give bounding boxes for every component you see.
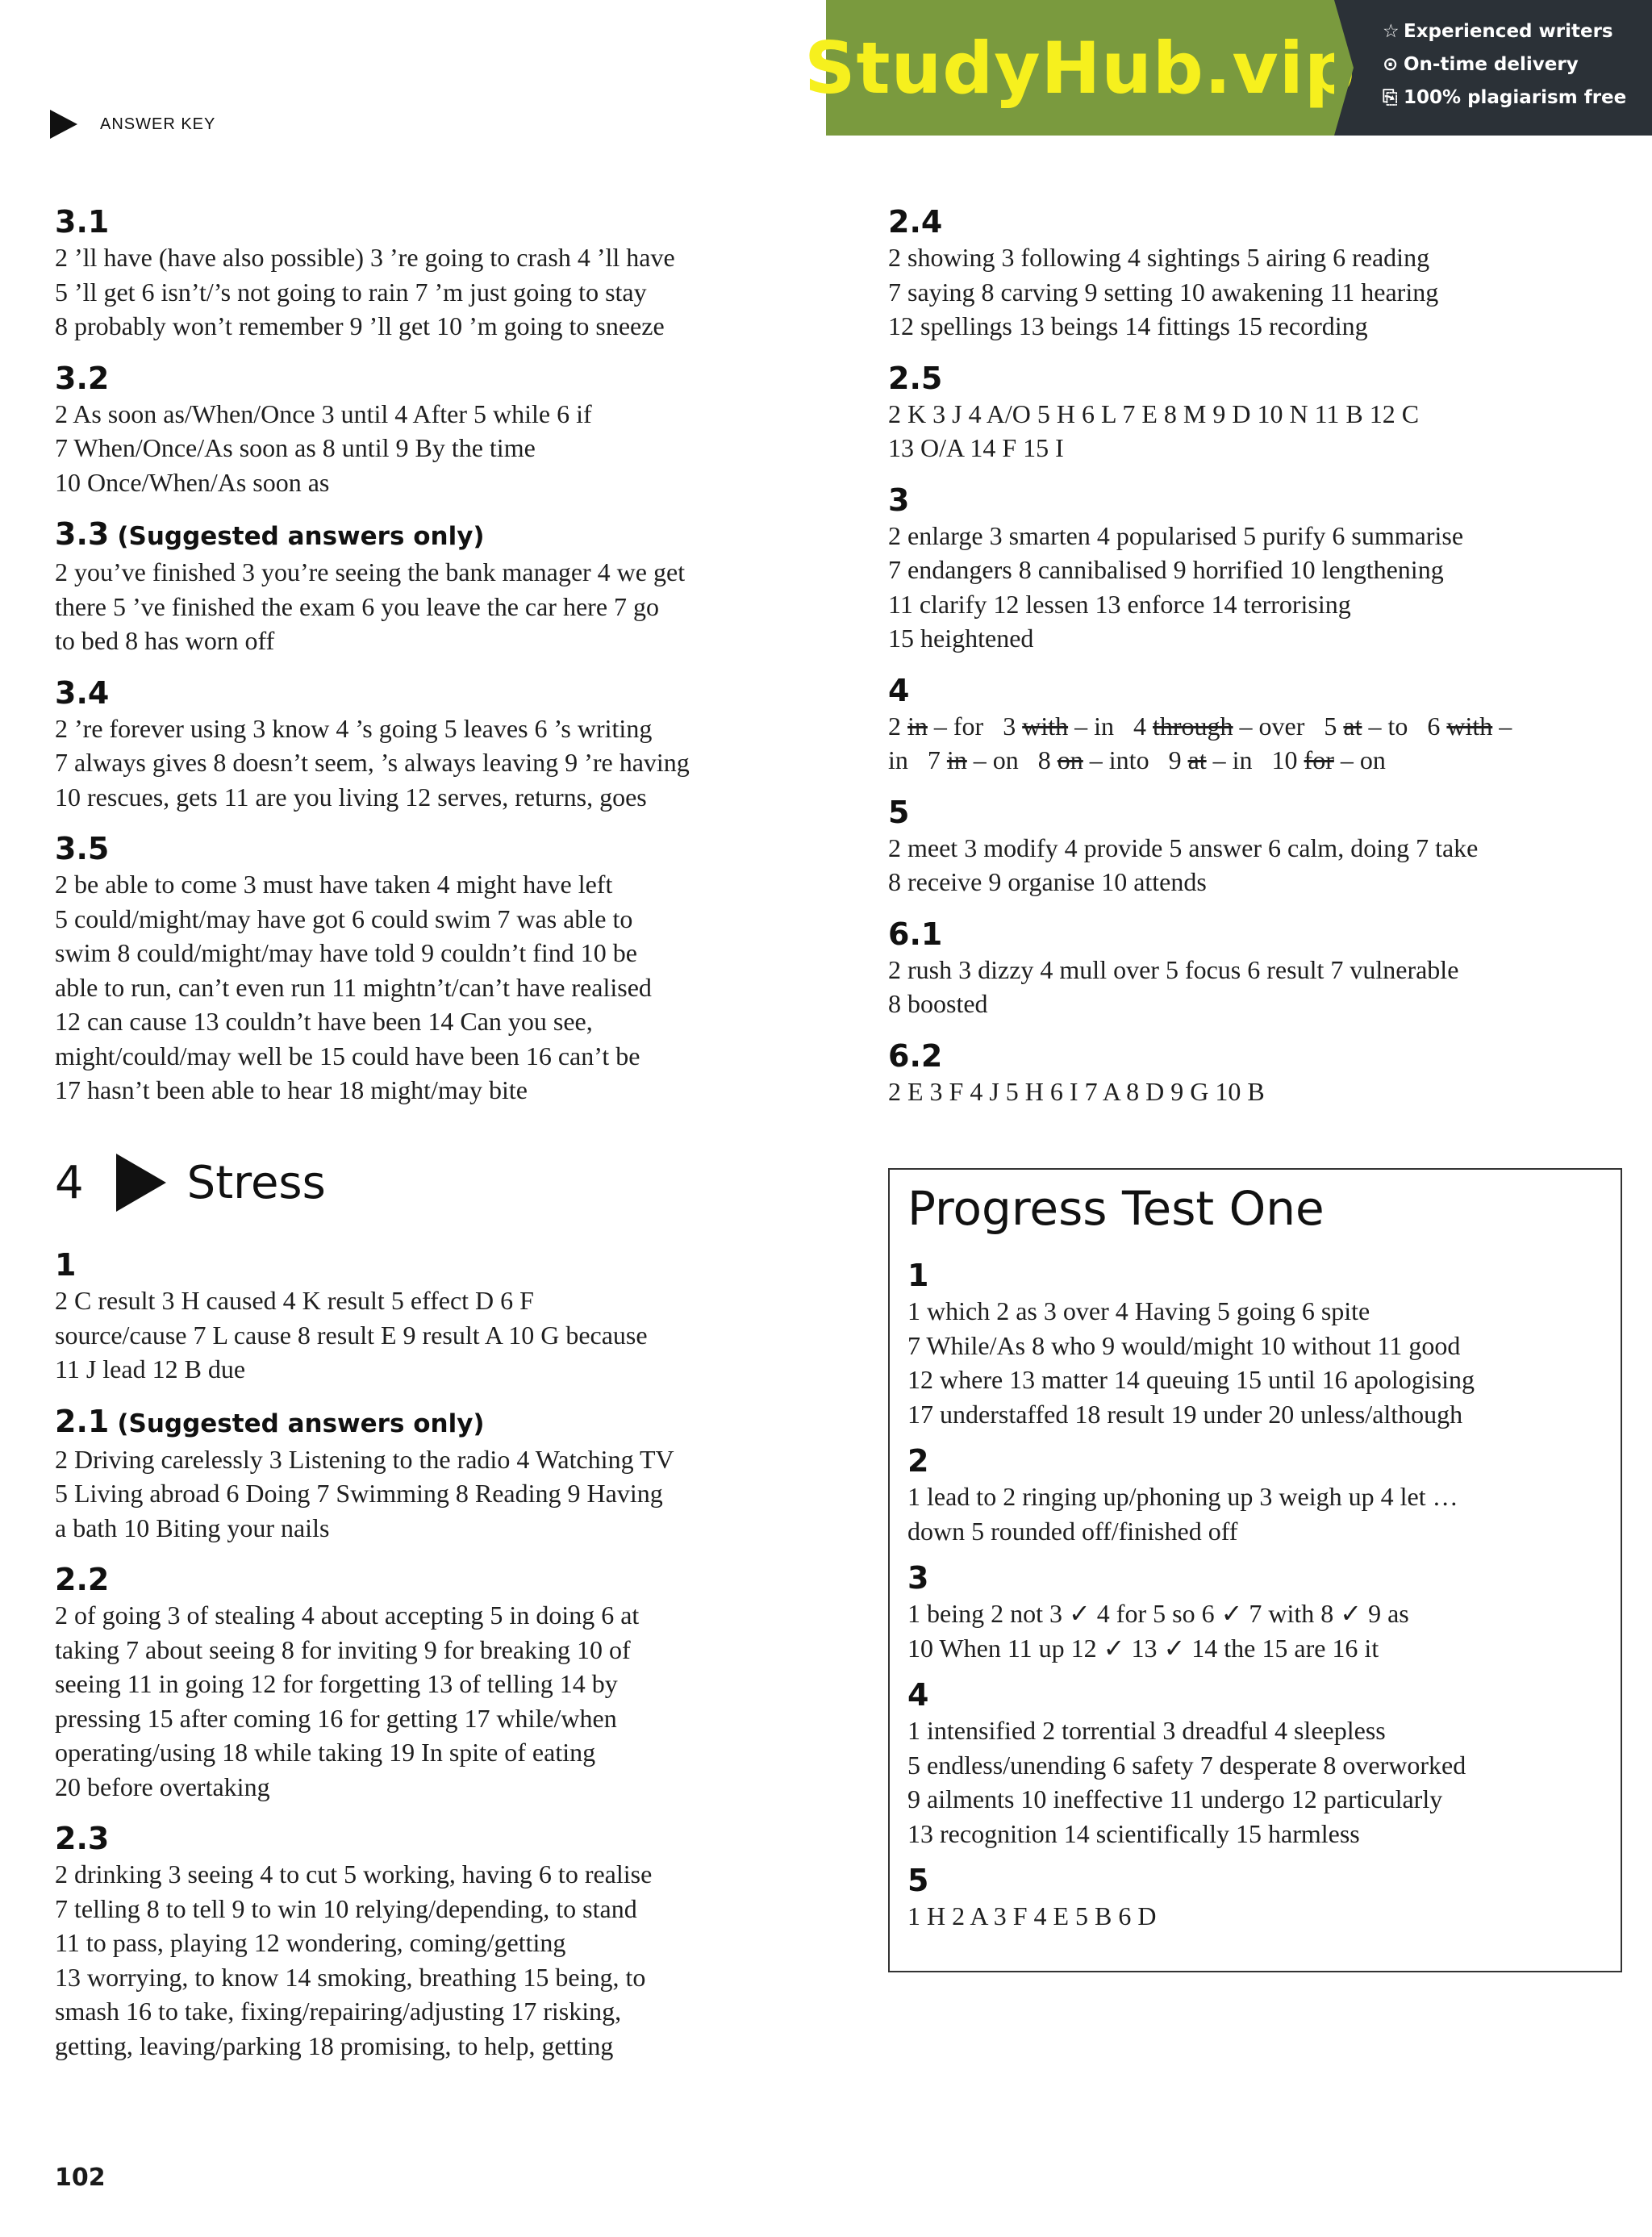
answer-line: 11 clarify 12 lessen 13 enforce 14 terrorising [888,589,1351,619]
section-6-2 [888,1037,1652,1109]
answer-line: operating/using 18 while taking 19 In spite of eating [55,1738,596,1767]
answer-line: 1 intensified 2 torrential 3 dreadful 4 sleepless [907,1716,1386,1745]
right-column [888,203,1652,1125]
answer-line: 2 K 3 J 4 A/O 5 H 6 L 7 E 8 M 9 D 10 N 11 B 12 C [888,399,1420,428]
answer-line: 5 Living abroad 6 Doing 7 Swimming 8 Reading 9 Having [55,1479,663,1508]
answer-line: in 7 in – on 8 on – into 9 at – in 10 for – on [888,745,1386,774]
answer-line: 2 Driving carelessly 3 Listening to the radio 4 Watching TV [55,1444,674,1474]
section-5 [888,794,1652,899]
progress-test-title: Progress Test One [907,1181,1325,1236]
answer-line: 2 ’ll have (have also possible) 3 ’re going to crash 4 ’ll have [55,243,675,272]
studyhub-banner[interactable] [804,0,1652,136]
progress-section-3 [907,1559,1604,1665]
section-3-2 [55,360,829,500]
answer-line: 2 C result 3 H caused 4 K result 5 effect D 6 F [55,1286,534,1315]
answer-line: 7 telling 8 to tell 9 to win 10 relying/depending, to stand [55,1893,637,1923]
answer-line: 10 When 11 up 12 ✓ 13 ✓ 14 the 15 are 16 it [907,1633,1379,1663]
answer-line: 8 receive 9 organise 10 attends [888,867,1207,896]
answer-line: might/could/may well be 15 could have been 16 can’t be [55,1041,640,1071]
answer-line: down 5 rounded off/finished off [907,1516,1238,1546]
chapter-number: 4 [55,1156,84,1209]
answer-line: 15 heightened [888,624,1034,653]
section-3 [888,482,1652,656]
answer-line: a bath 10 Biting your nails [55,1513,330,1542]
section-3-5 [55,830,829,1108]
running-header [50,110,215,139]
section-heading: 3 [907,1560,929,1596]
answer-line: 2 of going 3 of stealing 4 about accepting 5 in doing 6 at [55,1601,640,1630]
answer-line: 5 ’ll get 6 isn’t/’s not going to rain 7 ’m just going to stay [55,277,647,307]
section-3-1 [55,203,829,344]
answer-line: 12 where 13 matter 14 queuing 15 until 16 apologising [907,1365,1475,1394]
answer-line: 12 can cause 13 couldn’t have been 14 Can you see, [55,1007,593,1036]
section-heading: 1 [907,1258,929,1293]
answer-line: 11 to pass, playing 12 wondering, coming/getting [55,1928,566,1957]
struck-word: for [1304,745,1334,774]
section-heading: 4 [907,1677,929,1713]
answer-line: 12 spellings 13 beings 14 fittings 15 recording [888,311,1368,340]
answer-line: 5 endless/unending 6 safety 7 desperate 8 overworked [907,1750,1466,1780]
answer-line: 2 in – for 3 with – in 4 through – over 5 at – to 6 with – [888,711,1512,741]
section-heading: 3.4 [55,674,110,711]
answer-line: 20 before overtaking [55,1772,270,1801]
section-6-1 [888,916,1652,1021]
answer-line: 1 being 2 not 3 ✓ 4 for 5 so 6 ✓ 7 with 8 ✓ 9 as [907,1599,1409,1628]
feature-delivery: ⊙ On-time delivery [1383,54,1579,75]
answer-line: 2 meet 3 modify 4 provide 5 answer 6 calm, doing 7 take [888,833,1479,862]
struck-word: in [946,745,967,774]
progress-test-box [888,1168,1622,1972]
section-heading: 2.5 [888,360,943,396]
section-heading: 2.4 [888,204,943,240]
answer-line: 7 always gives 8 doesn’t seem, ’s always leaving 9 ’re having [55,748,690,777]
answer-line: to bed 8 has worn off [55,626,275,655]
answer-line: 2 enlarge 3 smarten 4 popularised 5 purify 6 summarise [888,520,1464,550]
section-3-3 [55,515,829,658]
answer-line: 17 hasn’t been able to hear 18 might/may bite [55,1075,528,1104]
struck-word: in [907,711,928,741]
struck-word: on [1057,745,1083,774]
copy-icon: ⎘ [1383,87,1398,108]
triangle-icon [50,110,77,139]
section-4 [888,672,1652,778]
answer-line: 2 As soon as/When/Once 3 until 4 After 5 while 6 if [55,399,592,428]
answer-line: 1 which 2 as 3 over 4 Having 5 going 6 spite [907,1296,1370,1325]
answer-line: able to run, can’t even run 11 mightn’t/can’t have realised [55,972,652,1002]
section-heading: 2.2 [55,1562,110,1597]
section-heading: 5 [888,794,910,830]
section-note: (Suggested answers only) [117,522,485,551]
section-1 [55,1246,829,1387]
section-2-4 [888,203,1652,344]
answer-line: 1 lead to 2 ringing up/phoning up 3 weigh up 4 let … [907,1482,1458,1511]
section-heading: 2.1 (Suggested answers only) [55,1403,485,1439]
section-heading: 1 [55,1247,77,1283]
studyhub-logo[interactable] [804,0,1356,136]
left-column-lower [55,1246,829,2079]
answer-line: there 5 ’ve finished the exam 6 you leave the car here 7 go [55,591,660,621]
section-heading: 4 [888,672,910,708]
progress-section-1 [907,1257,1604,1431]
answer-line: seeing 11 in going 12 for forgetting 13 of telling 14 by [55,1669,618,1698]
feature-plagiarism: ⎘ 100% plagiarism free [1383,87,1627,108]
answer-line: 17 understaffed 18 result 19 under 20 unless/although [907,1399,1463,1429]
section-heading: 3.5 [55,831,110,866]
answer-line: 1 H 2 A 3 F 4 E 5 B 6 D [907,1901,1157,1930]
answer-line: smash 16 to take, fixing/repairing/adjusting 17 risking, [55,1997,622,2026]
section-heading: 3 [888,482,910,518]
left-column [55,203,829,1124]
answer-line: 2 you’ve finished 3 you’re seeing the bank manager 4 we get [55,557,686,586]
section-heading: 6.2 [888,1037,943,1074]
progress-section-2 [907,1442,1604,1548]
logo-text: StudyHub.vip [804,26,1356,110]
progress-section-5 [907,1862,1604,1934]
section-heading: 3.3 (Suggested answers only) [55,516,485,552]
section-heading: 5 [907,1863,929,1898]
answer-line: 2 E 3 F 4 J 5 H 6 I 7 A 8 D 9 G 10 B [888,1076,1265,1106]
clock-icon: ⊙ [1383,54,1399,75]
answer-line: 5 could/might/may have got 6 could swim 7 was able to [55,904,633,933]
answer-line: 7 saying 8 carving 9 setting 10 awakening 11 hearing [888,277,1439,307]
section-2-2 [55,1561,829,1804]
answer-line: 2 showing 3 following 4 sightings 5 airing 6 reading [888,243,1430,272]
struck-word: at [1343,711,1362,741]
answer-line: pressing 15 after coming 16 for getting 17 while/when [55,1703,617,1733]
answer-line: 2 drinking 3 seeing 4 to cut 5 working, having 6 to realise [55,1859,653,1889]
section-heading: 3.1 [55,204,110,240]
section-2-1 [55,1403,829,1546]
section-heading: 3.2 [55,360,110,396]
answer-line: 7 When/Once/As soon as 8 until 9 By the time [55,433,536,462]
section-heading: 2.3 [55,1821,110,1856]
answer-line: 8 boosted [888,989,988,1018]
section-2-3 [55,1820,829,2063]
section-heading: 2 [907,1443,929,1479]
header-label: ANSWER KEY [100,115,216,133]
answer-line: 11 J lead 12 B due [55,1354,246,1384]
section-2-5 [888,360,1652,465]
answer-line: 2 rush 3 dizzy 4 mull over 5 focus 6 result 7 vulnerable [888,954,1459,984]
answer-line: swim 8 could/might/may have told 9 couldn’t find 10 be [55,938,637,967]
triangle-icon [116,1154,166,1212]
struck-word: with [1022,711,1069,741]
answer-line: 7 While/As 8 who 9 would/might 10 without 11 good [907,1330,1461,1360]
answer-line: 10 Once/When/As soon as [55,467,330,497]
section-note: (Suggested answers only) [117,1409,485,1438]
banner-features [1334,0,1652,136]
answer-line: 13 worrying, to know 14 smoking, breathing 15 being, to [55,1962,646,1992]
answer-line: getting, leaving/parking 18 promising, to help, getting [55,2030,614,2060]
section-heading: 6.1 [888,916,943,952]
answer-line: 13 recognition 14 scientifically 15 harmless [907,1818,1360,1848]
struck-word: at [1187,745,1207,774]
answer-line: 7 endangers 8 cannibalised 9 horrified 10 lengthening [888,555,1444,584]
answer-line: 13 O/A 14 F 15 I [888,433,1064,462]
struck-word: through [1152,711,1233,741]
page-number: 102 [55,2164,106,2192]
answer-line: 2 be able to come 3 must have taken 4 might have left [55,870,613,899]
answer-line: 10 rescues, gets 11 are you living 12 serves, returns, goes [55,782,647,812]
answer-line: source/cause 7 L cause 8 result E 9 result A 10 G because [55,1320,648,1350]
answer-line: taking 7 about seeing 8 for inviting 9 for breaking 10 of [55,1634,631,1664]
answer-line: 8 probably won’t remember 9 ’ll get 10 ’m going to sneeze [55,311,665,340]
progress-section-4 [907,1676,1604,1851]
section-3-4 [55,674,829,815]
answer-line: 2 ’re forever using 3 know 4 ’s going 5 leaves 6 ’s writing [55,713,653,743]
answer-line: 9 ailments 10 ineffective 11 undergo 12 particularly [907,1784,1443,1813]
star-icon: ☆ [1383,21,1400,42]
chapter-title: Stress [186,1156,326,1209]
feature-writers: ☆ Experienced writers [1383,21,1613,42]
struck-word: with [1446,711,1493,741]
chapter-heading [55,1154,326,1212]
